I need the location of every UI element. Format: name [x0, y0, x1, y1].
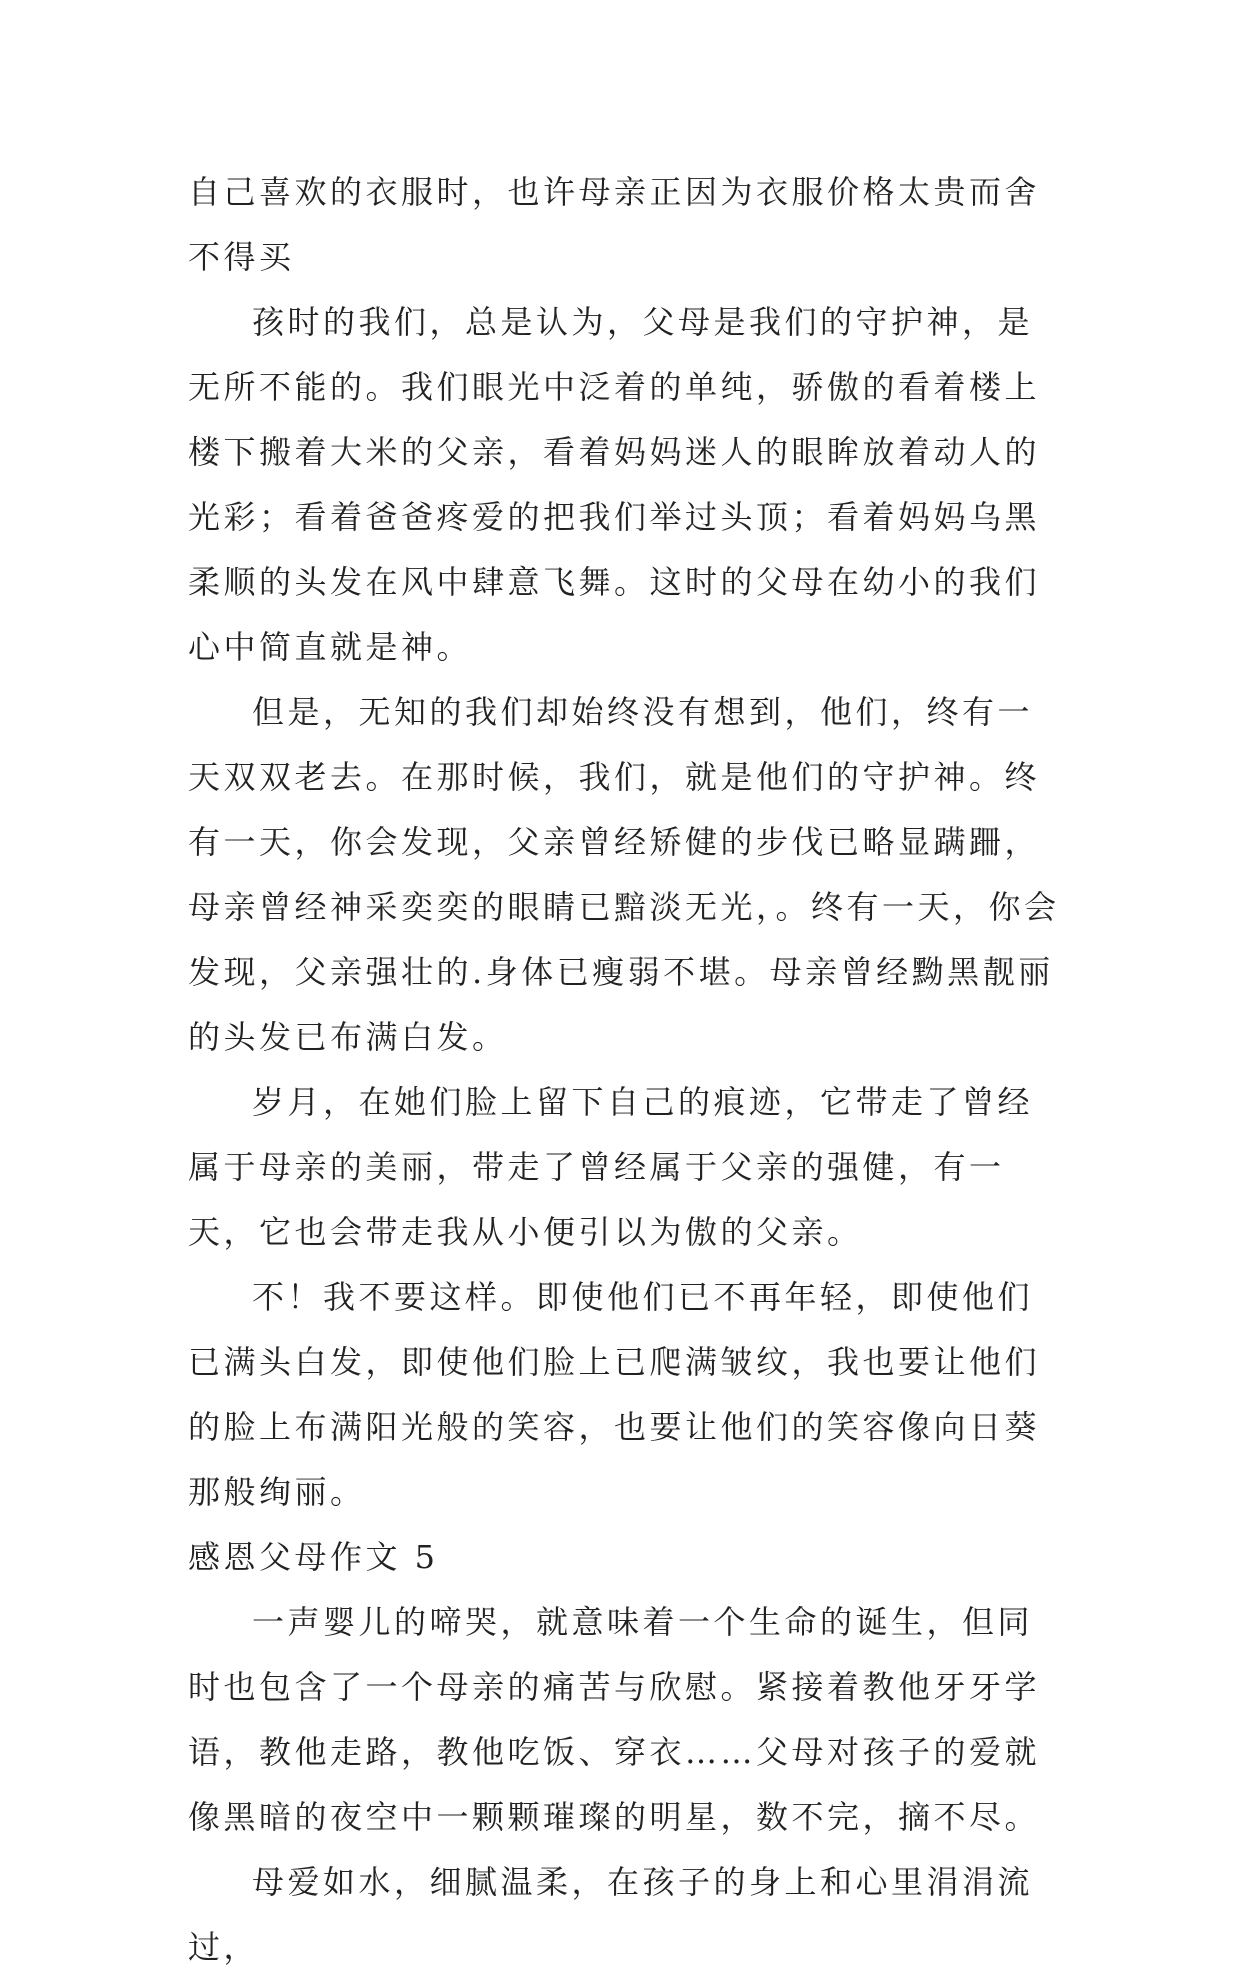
- paragraph-7: 母爱如水，细腻温柔，在孩子的身上和心里涓涓流过，: [188, 1863, 1034, 1966]
- paragraph-6: 一声婴儿的啼哭，就意味着一个生命的诞生，但同时也包含了一个母亲的痛苦与欣慰。紧接着教他牙牙学语，教他走路，教他吃饭、穿衣……父母对孩子的爱就像黑暗的夜空中一颗颗璀璨的明星，数不完，摘不尽。: [188, 1603, 1041, 1836]
- paragraph-3: 但是，无知的我们却始终没有想到，他们，终有一天双双老去。在那时候，我们，就是他们的守护神。终有一天，你会发现，父亲曾经矫健的步伐已略显蹒跚，母亲曾经神采奕奕的眼睛已黯淡无光，。终有一天，你会发现，父亲强壮的.身体已瘦弱不堪。母亲曾经黝黑靓丽的头发已布满白发。: [188, 693, 1060, 1056]
- paragraph-2: 孩时的我们，总是认为，父母是我们的守护神，是无所不能的。我们眼光中泛着的单纯，骄傲的看着楼上楼下搬着大米的父亲，看着妈妈迷人的眼眸放着动人的光彩；看着爸爸疼爱的把我们举过头顶；看着妈妈乌黑柔顺的头发在风中肆意飞舞。这时的父母在幼小的我们心中简直就是神。: [188, 303, 1041, 666]
- paragraph-5: 不！我不要这样。即使他们已不再年轻，即使他们已满头白发，即使他们脸上已爬满皱纹，我也要让他们的脸上布满阳光般的笑容，也要让他们的笑容像向日葵那般绚丽。: [188, 1278, 1041, 1511]
- section-heading: 感恩父母作文 5: [188, 1538, 439, 1576]
- paragraph-4: 岁月，在她们脸上留下自己的痕迹，它带走了曾经属于母亲的美丽，带走了曾经属于父亲的强健，有一天，它也会带走我从小便引以为傲的父亲。: [188, 1083, 1034, 1251]
- paragraph-1: 自己喜欢的衣服时，也许母亲正因为衣服价格太贵而舍不得买: [188, 173, 1041, 276]
- document-body: [188, 160, 1060, 1980]
